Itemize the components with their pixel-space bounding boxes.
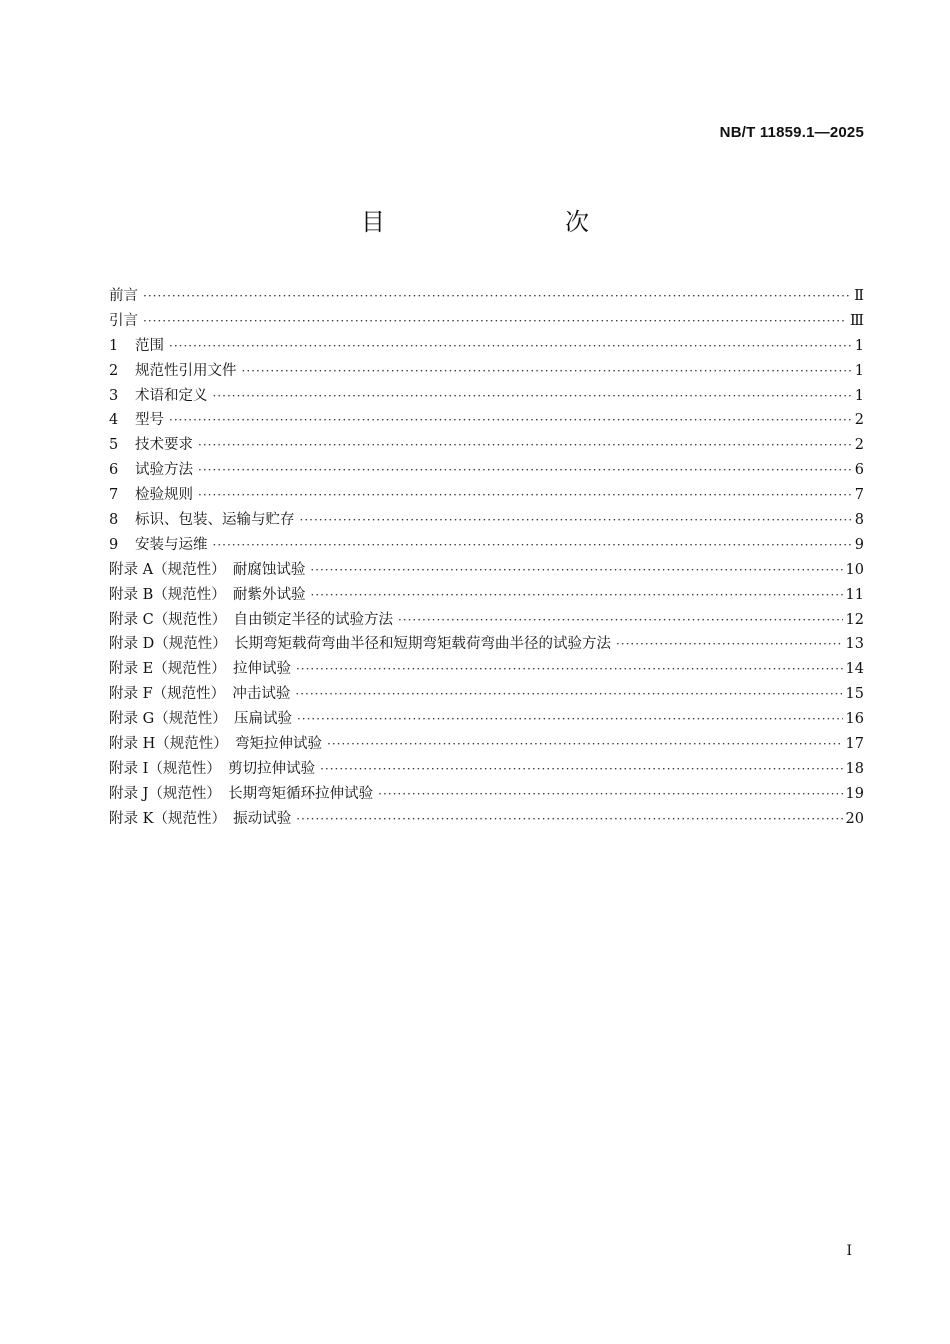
toc-leader bbox=[616, 632, 843, 657]
toc-entry-appendix-c[interactable] bbox=[109, 608, 864, 633]
toc-entry-number: 9 bbox=[109, 536, 119, 553]
toc-entry-5[interactable] bbox=[109, 433, 864, 458]
toc-page-number: Ⅱ bbox=[854, 288, 864, 304]
toc-page-number: 6 bbox=[854, 462, 864, 479]
toc-entry-number: 5 bbox=[109, 437, 119, 454]
toc-entry-label: 附录 G（规范性） 压扁试验 bbox=[109, 711, 292, 728]
toc-leader bbox=[143, 309, 847, 334]
toc-entry-label: 附录 E（规范性） 拉伸试验 bbox=[109, 661, 291, 678]
toc-entry-label: 术语和定义 bbox=[135, 387, 208, 404]
toc-page-number: 11 bbox=[845, 586, 864, 603]
toc-entry-appendix-h[interactable] bbox=[109, 732, 864, 757]
toc-entry-label: 附录 H（规范性） 弯矩拉伸试验 bbox=[109, 736, 323, 753]
toc-entry-label: 附录 C（规范性） 自由锁定半径的试验方法 bbox=[109, 611, 393, 628]
toc-entry-label: 附录 D（规范性） 长期弯矩载荷弯曲半径和短期弯矩载荷弯曲半径的试验方法 bbox=[109, 636, 611, 653]
toc-leader bbox=[213, 533, 852, 558]
toc-leader bbox=[198, 433, 852, 458]
toc-leader bbox=[213, 384, 852, 409]
toc-entry-appendix-f[interactable] bbox=[109, 682, 864, 707]
toc-leader bbox=[300, 508, 852, 533]
toc-entry-number: 6 bbox=[109, 462, 119, 479]
toc-leader bbox=[297, 707, 843, 732]
toc-page-number: 7 bbox=[854, 487, 864, 504]
toc-entry-label: 附录 K（规范性） 振动试验 bbox=[109, 810, 292, 827]
toc-entry-number: 1 bbox=[109, 337, 119, 354]
toc-entry-1[interactable] bbox=[109, 334, 864, 359]
toc-leader bbox=[378, 782, 842, 807]
toc-entry-label: 规范性引用文件 bbox=[135, 362, 237, 379]
toc-entry-appendix-g[interactable] bbox=[109, 707, 864, 732]
toc-leader bbox=[327, 732, 843, 757]
toc-page-number: 19 bbox=[845, 785, 864, 802]
toc-leader bbox=[169, 334, 852, 359]
toc-entry-9[interactable] bbox=[109, 533, 864, 558]
toc-entry-3[interactable] bbox=[109, 384, 864, 409]
toc-leader bbox=[198, 458, 852, 483]
toc-leader bbox=[143, 284, 851, 309]
toc-leader bbox=[296, 657, 843, 682]
toc-entry-appendix-e[interactable] bbox=[109, 657, 864, 682]
toc-entry-appendix-d[interactable] bbox=[109, 632, 864, 657]
toc-page-number: 2 bbox=[854, 412, 864, 429]
toc-entry-2[interactable] bbox=[109, 359, 864, 384]
toc-entry-label: 附录 B（规范性） 耐紫外试验 bbox=[109, 586, 306, 603]
toc-page-number: 18 bbox=[845, 760, 864, 777]
toc-entry-label: 范围 bbox=[135, 337, 164, 354]
toc-entry-6[interactable] bbox=[109, 458, 864, 483]
toc-page-number: Ⅲ bbox=[850, 312, 864, 329]
toc-entry-number: 7 bbox=[109, 487, 119, 504]
toc-page-number: 8 bbox=[854, 512, 864, 529]
toc-entry-7[interactable] bbox=[109, 483, 864, 508]
toc-entry-introduction[interactable] bbox=[109, 309, 864, 334]
toc-leader bbox=[169, 408, 852, 433]
toc-entry-label: 安装与运维 bbox=[135, 536, 208, 553]
toc-page-number: 17 bbox=[845, 736, 864, 753]
toc-page-number: 13 bbox=[845, 636, 864, 653]
toc-entry-label: 附录 I（规范性） 剪切拉伸试验 bbox=[109, 760, 316, 777]
toc-page-number: 1 bbox=[854, 362, 864, 379]
table-of-contents bbox=[109, 284, 864, 832]
toc-page-number: 20 bbox=[845, 810, 864, 827]
toc-entry-label: 引言 bbox=[109, 312, 138, 329]
toc-leader bbox=[310, 558, 842, 583]
toc-entry-appendix-b[interactable] bbox=[109, 583, 864, 608]
toc-page-number: 14 bbox=[845, 661, 864, 678]
toc-entry-label: 附录 F（规范性） 冲击试验 bbox=[109, 686, 291, 703]
toc-entry-number: 2 bbox=[109, 362, 119, 379]
toc-entry-number: 8 bbox=[109, 512, 119, 529]
toc-entry-4[interactable] bbox=[109, 408, 864, 433]
toc-leader bbox=[198, 483, 852, 508]
toc-entry-label: 试验方法 bbox=[135, 462, 193, 479]
toc-entry-label: 附录 J（规范性） 长期弯矩循环拉伸试验 bbox=[109, 785, 374, 802]
toc-leader bbox=[398, 608, 843, 633]
toc-leader bbox=[242, 359, 852, 384]
toc-entry-number: 4 bbox=[109, 412, 119, 429]
toc-page-number: 9 bbox=[854, 536, 864, 553]
toc-entry-appendix-k[interactable] bbox=[109, 807, 864, 832]
toc-entry-label: 标识、包装、运输与贮存 bbox=[135, 512, 295, 529]
toc-entry-label: 检验规则 bbox=[135, 487, 193, 504]
page-number: I bbox=[846, 1243, 852, 1259]
toc-entry-appendix-a[interactable] bbox=[109, 558, 864, 583]
toc-entry-appendix-j[interactable] bbox=[109, 782, 864, 807]
toc-entry-label: 型号 bbox=[135, 412, 164, 429]
toc-leader bbox=[320, 757, 842, 782]
toc-page-number: 1 bbox=[854, 387, 864, 404]
toc-leader bbox=[295, 682, 842, 707]
toc-entry-foreword[interactable] bbox=[109, 284, 864, 309]
toc-entry-appendix-i[interactable] bbox=[109, 757, 864, 782]
toc-entry-label: 前言 bbox=[109, 288, 138, 304]
toc-leader bbox=[311, 583, 843, 608]
toc-entry-number: 3 bbox=[109, 387, 119, 404]
page-title: 目 次 bbox=[361, 208, 633, 236]
standard-code: NB/T 11859.1—2025 bbox=[719, 124, 864, 141]
toc-page-number: 10 bbox=[845, 561, 864, 578]
toc-page-number: 16 bbox=[845, 711, 864, 728]
toc-entry-label: 技术要求 bbox=[135, 437, 193, 454]
toc-page-number: 2 bbox=[854, 437, 864, 454]
toc-page-number: 15 bbox=[845, 686, 864, 703]
toc-entry-label: 附录 A（规范性） 耐腐蚀试验 bbox=[109, 561, 306, 578]
toc-leader bbox=[296, 807, 842, 832]
toc-page-number: 1 bbox=[854, 337, 864, 354]
toc-entry-8[interactable] bbox=[109, 508, 864, 533]
toc-page-number: 12 bbox=[845, 611, 864, 628]
